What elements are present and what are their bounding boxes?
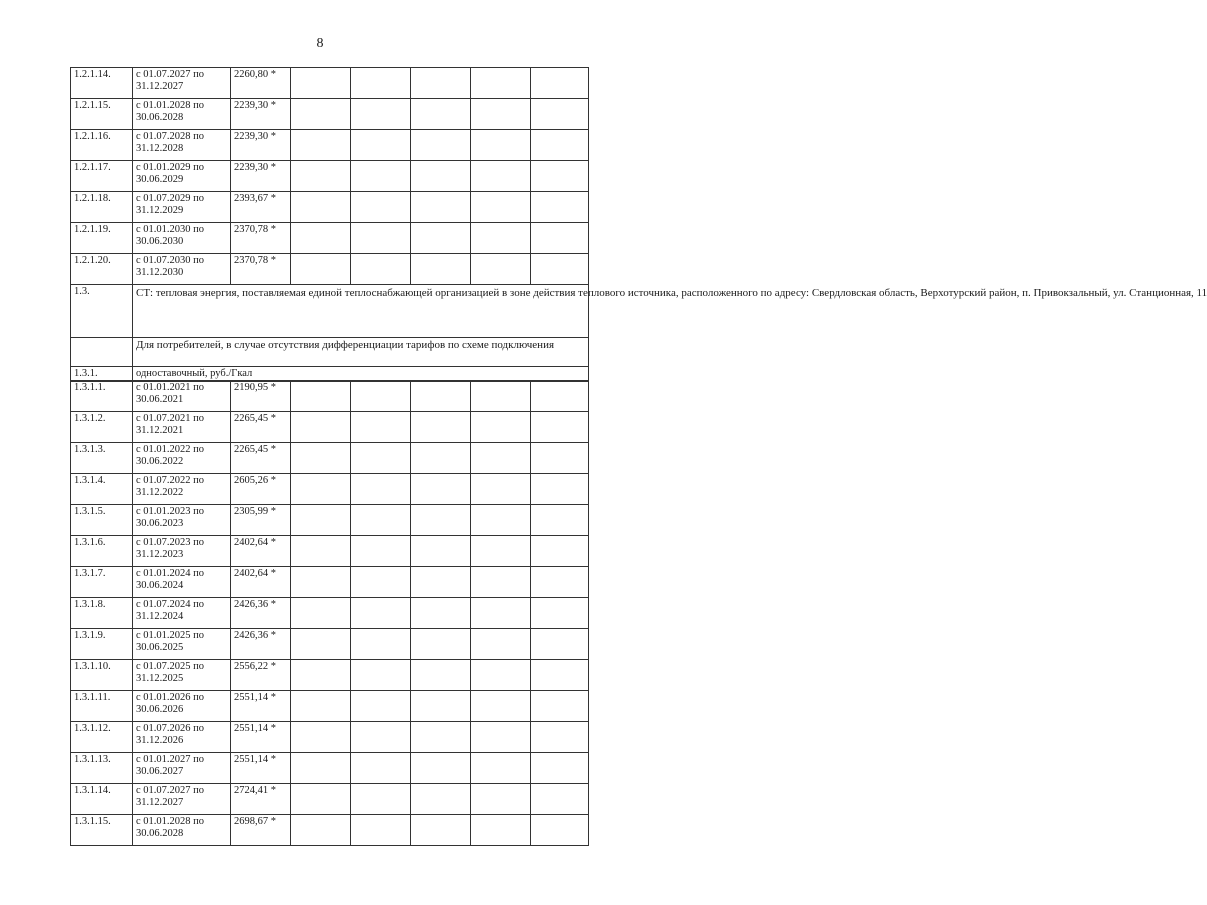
row-period: с 01.01.2024 по 30.06.2024 [133, 567, 231, 598]
empty-cell [471, 381, 531, 412]
empty-cell [351, 691, 411, 722]
empty-cell [531, 722, 589, 753]
empty-cell [411, 254, 471, 285]
row-code: 1.2.1.19. [71, 223, 133, 254]
empty-cell [471, 99, 531, 130]
empty-cell [351, 130, 411, 161]
empty-cell [351, 753, 411, 784]
empty-cell [531, 443, 589, 474]
empty-cell [531, 505, 589, 536]
empty-cell [291, 598, 351, 629]
section-code: 1.3. [71, 285, 133, 338]
row-period: с 01.07.2026 по 31.12.2026 [133, 722, 231, 753]
empty-cell [351, 474, 411, 505]
empty-cell [351, 161, 411, 192]
row-code: 1.3.1.7. [71, 567, 133, 598]
row-period: с 01.01.2022 по 30.06.2022 [133, 443, 231, 474]
empty-cell [471, 412, 531, 443]
empty-cell [411, 815, 471, 846]
empty-cell [411, 68, 471, 99]
row-value: 2556,22 * [231, 660, 291, 691]
row-code: 1.2.1.14. [71, 68, 133, 99]
empty-cell [411, 474, 471, 505]
empty-cell [291, 629, 351, 660]
table-row [71, 505, 589, 536]
empty-cell [471, 567, 531, 598]
empty-cell [291, 722, 351, 753]
empty-cell [531, 130, 589, 161]
unit-code: 1.3.1. [71, 367, 133, 382]
row-period: с 01.07.2024 по 31.12.2024 [133, 598, 231, 629]
empty-cell [351, 815, 411, 846]
empty-cell [471, 443, 531, 474]
row-period: с 01.01.2029 по 30.06.2029 [133, 161, 231, 192]
consumers-note: Для потребителей, в случае отсутствия дифференциации тарифов по схеме подключения [133, 338, 589, 367]
row-period: с 01.01.2025 по 30.06.2025 [133, 629, 231, 660]
empty-cell [291, 68, 351, 99]
empty-cell [471, 474, 531, 505]
row-code: 1.3.1.14. [71, 784, 133, 815]
empty-cell [291, 381, 351, 412]
empty-cell [531, 815, 589, 846]
row-value: 2239,30 * [231, 99, 291, 130]
empty-cell [291, 130, 351, 161]
empty-cell [351, 192, 411, 223]
empty-cell [291, 784, 351, 815]
row-code: 1.3.1.15. [71, 815, 133, 846]
section-description: СТ: тепловая энергия, поставляемая единой теплоснабжающей организацией в зоне действия теплового источника, расположенного по адресу: Свердловская область, Верхотурский район, п. Привокзальный, ул. Станционная, 11 [133, 285, 589, 338]
page-number: 8 [316, 36, 324, 51]
empty-cell [471, 629, 531, 660]
row-period: с 01.01.2021 по 30.06.2021 [133, 381, 231, 412]
empty-cell [411, 99, 471, 130]
row-value: 2190,95 * [231, 381, 291, 412]
row-code: 1.3.1.4. [71, 474, 133, 505]
table-row [71, 474, 589, 505]
empty-cell [351, 567, 411, 598]
empty-cell [351, 536, 411, 567]
empty-cell [351, 722, 411, 753]
row-code: 1.2.1.17. [71, 161, 133, 192]
row-period: с 01.01.2023 по 30.06.2023 [133, 505, 231, 536]
empty-cell [411, 691, 471, 722]
empty-cell [411, 629, 471, 660]
empty-cell [411, 598, 471, 629]
empty-cell [531, 99, 589, 130]
row-period: с 01.01.2028 по 30.06.2028 [133, 815, 231, 846]
empty-cell [291, 161, 351, 192]
empty-cell [411, 567, 471, 598]
empty-cell [471, 784, 531, 815]
empty-cell [291, 412, 351, 443]
empty-cell [71, 338, 133, 367]
row-code: 1.3.1.1. [71, 381, 133, 412]
empty-cell [411, 130, 471, 161]
row-code: 1.3.1.9. [71, 629, 133, 660]
row-value: 2402,64 * [231, 536, 291, 567]
row-code: 1.3.1.13. [71, 753, 133, 784]
empty-cell [471, 161, 531, 192]
empty-cell [531, 536, 589, 567]
row-value: 2265,45 * [231, 412, 291, 443]
row-value: 2698,67 * [231, 815, 291, 846]
empty-cell [471, 130, 531, 161]
empty-cell [531, 629, 589, 660]
row-value: 2305,99 * [231, 505, 291, 536]
empty-cell [411, 505, 471, 536]
empty-cell [351, 412, 411, 443]
row-period: с 01.07.2025 по 31.12.2025 [133, 660, 231, 691]
empty-cell [531, 660, 589, 691]
empty-cell [531, 598, 589, 629]
empty-cell [471, 536, 531, 567]
empty-cell [291, 474, 351, 505]
table-row [71, 753, 589, 784]
empty-cell [411, 722, 471, 753]
row-code: 1.2.1.16. [71, 130, 133, 161]
row-value: 2370,78 * [231, 254, 291, 285]
row-period: с 01.01.2028 по 30.06.2028 [133, 99, 231, 130]
row-value: 2426,36 * [231, 598, 291, 629]
empty-cell [471, 815, 531, 846]
row-code: 1.2.1.18. [71, 192, 133, 223]
table-row [71, 130, 589, 161]
empty-cell [291, 660, 351, 691]
empty-cell [531, 567, 589, 598]
empty-cell [471, 691, 531, 722]
row-period: с 01.07.2028 по 31.12.2028 [133, 130, 231, 161]
row-value: 2724,41 * [231, 784, 291, 815]
table-row [71, 598, 589, 629]
empty-cell [351, 443, 411, 474]
row-period: с 01.01.2027 по 30.06.2027 [133, 753, 231, 784]
row-value: 2370,78 * [231, 223, 291, 254]
row-code: 1.3.1.3. [71, 443, 133, 474]
table-row [71, 223, 589, 254]
empty-cell [411, 381, 471, 412]
empty-cell [351, 381, 411, 412]
row-code: 1.2.1.20. [71, 254, 133, 285]
row-value: 2393,67 * [231, 192, 291, 223]
empty-cell [531, 161, 589, 192]
empty-cell [471, 68, 531, 99]
empty-cell [351, 223, 411, 254]
empty-cell [411, 660, 471, 691]
row-period: с 01.07.2022 по 31.12.2022 [133, 474, 231, 505]
empty-cell [471, 598, 531, 629]
table-row [71, 99, 589, 130]
empty-cell [351, 784, 411, 815]
table-row [71, 691, 589, 722]
consumers-row [71, 338, 589, 367]
tariff-table-continued [70, 380, 589, 846]
row-code: 1.2.1.15. [71, 99, 133, 130]
empty-cell [291, 99, 351, 130]
empty-cell [531, 753, 589, 784]
empty-cell [411, 223, 471, 254]
empty-cell [531, 223, 589, 254]
unit-label: одноставочный, руб./Гкал [133, 367, 589, 382]
row-code: 1.3.1.5. [71, 505, 133, 536]
row-value: 2402,64 * [231, 567, 291, 598]
row-value: 2551,14 * [231, 753, 291, 784]
row-period: с 01.07.2027 по 31.12.2027 [133, 784, 231, 815]
table-row [71, 567, 589, 598]
row-value: 2260,80 * [231, 68, 291, 99]
empty-cell [531, 691, 589, 722]
row-period: с 01.07.2030 по 31.12.2030 [133, 254, 231, 285]
empty-cell [291, 815, 351, 846]
empty-cell [471, 223, 531, 254]
empty-cell [471, 660, 531, 691]
table-row [71, 443, 589, 474]
empty-cell [291, 753, 351, 784]
empty-cell [351, 598, 411, 629]
row-value: 2239,30 * [231, 161, 291, 192]
row-value: 2265,45 * [231, 443, 291, 474]
table-row [71, 536, 589, 567]
empty-cell [531, 381, 589, 412]
empty-cell [291, 443, 351, 474]
empty-cell [411, 443, 471, 474]
row-code: 1.3.1.10. [71, 660, 133, 691]
row-value: 2605,26 * [231, 474, 291, 505]
empty-cell [291, 223, 351, 254]
table-row [71, 68, 589, 99]
empty-cell [471, 192, 531, 223]
empty-cell [351, 505, 411, 536]
row-period: с 01.07.2027 по 31.12.2027 [133, 68, 231, 99]
empty-cell [531, 474, 589, 505]
table-row [71, 254, 589, 285]
tariff-table [70, 67, 1207, 382]
table-row [71, 381, 589, 412]
row-period: с 01.01.2030 по 30.06.2030 [133, 223, 231, 254]
empty-cell [411, 753, 471, 784]
row-code: 1.3.1.2. [71, 412, 133, 443]
empty-cell [531, 68, 589, 99]
row-value: 2551,14 * [231, 691, 291, 722]
row-code: 1.3.1.12. [71, 722, 133, 753]
row-period: с 01.07.2029 по 31.12.2029 [133, 192, 231, 223]
table-row [71, 192, 589, 223]
empty-cell [351, 99, 411, 130]
row-code: 1.3.1.6. [71, 536, 133, 567]
empty-cell [291, 254, 351, 285]
row-period: с 01.07.2021 по 31.12.2021 [133, 412, 231, 443]
table-row [71, 722, 589, 753]
empty-cell [471, 505, 531, 536]
empty-cell [291, 691, 351, 722]
empty-cell [471, 254, 531, 285]
row-value: 2239,30 * [231, 130, 291, 161]
empty-cell [291, 192, 351, 223]
empty-cell [531, 192, 589, 223]
table-row [71, 161, 589, 192]
section-row [71, 285, 589, 338]
empty-cell [351, 660, 411, 691]
row-value: 2426,36 * [231, 629, 291, 660]
empty-cell [411, 192, 471, 223]
empty-cell [471, 753, 531, 784]
empty-cell [291, 505, 351, 536]
table-row [71, 412, 589, 443]
table-row [71, 629, 589, 660]
empty-cell [411, 161, 471, 192]
empty-cell [411, 536, 471, 567]
table-row [71, 660, 589, 691]
empty-cell [411, 784, 471, 815]
row-value: 2551,14 * [231, 722, 291, 753]
empty-cell [411, 412, 471, 443]
row-period: с 01.07.2023 по 31.12.2023 [133, 536, 231, 567]
empty-cell [471, 722, 531, 753]
empty-cell [531, 254, 589, 285]
empty-cell [531, 412, 589, 443]
table-row [71, 815, 589, 846]
empty-cell [351, 629, 411, 660]
table-row [71, 784, 589, 815]
row-code: 1.3.1.11. [71, 691, 133, 722]
empty-cell [351, 68, 411, 99]
empty-cell [531, 784, 589, 815]
row-code: 1.3.1.8. [71, 598, 133, 629]
row-period: с 01.01.2026 по 30.06.2026 [133, 691, 231, 722]
empty-cell [291, 536, 351, 567]
empty-cell [351, 254, 411, 285]
empty-cell [291, 567, 351, 598]
